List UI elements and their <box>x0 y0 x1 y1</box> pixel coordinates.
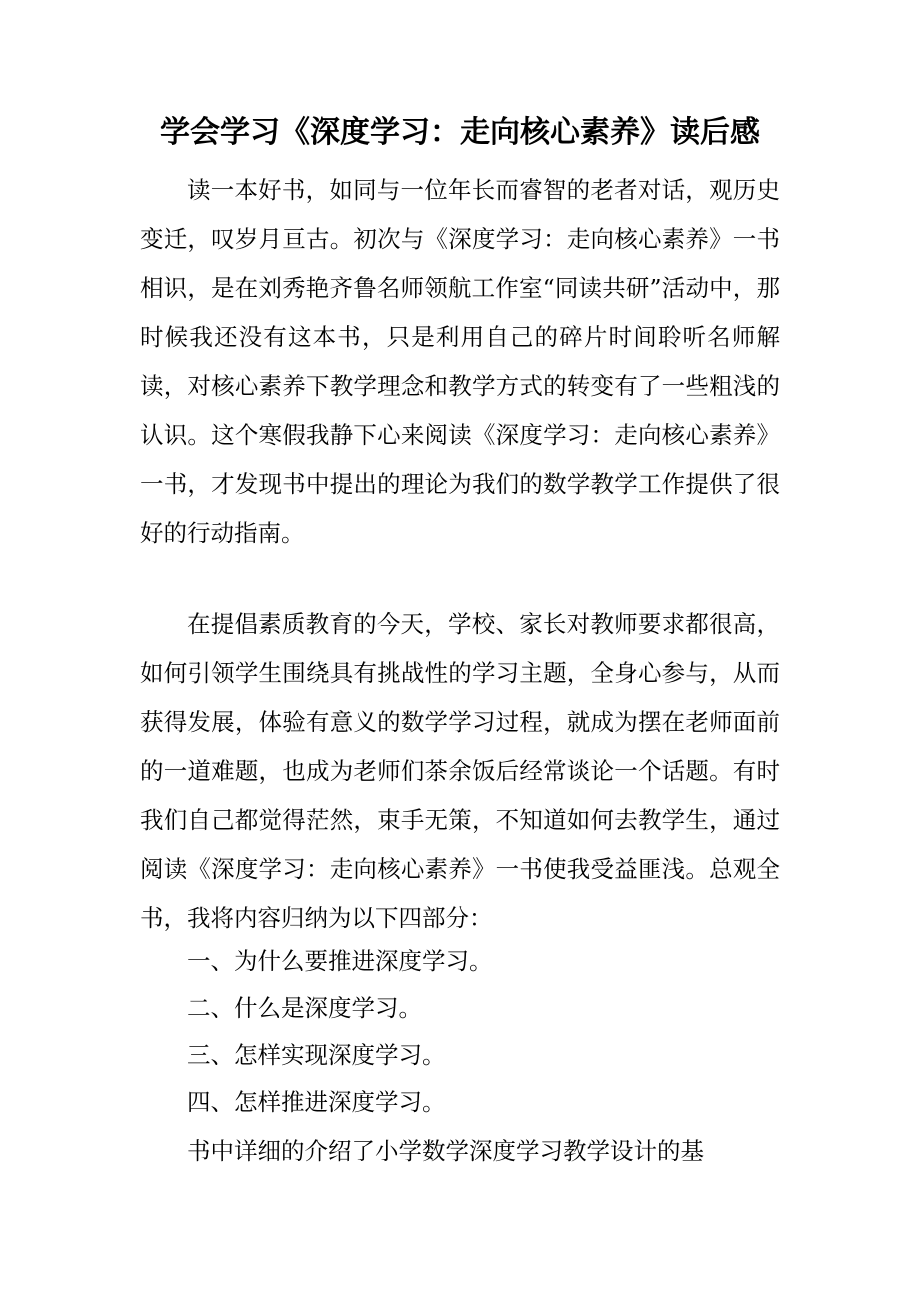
paragraph-continued: 书中详细的介绍了小学数学深度学习教学设计的基 <box>187 1137 704 1165</box>
list-item-4: 四、怎样推进深度学习。 <box>187 1088 446 1116</box>
list-item-3: 三、怎样实现深度学习。 <box>187 1041 446 1069</box>
list-item-1: 一、为什么要推进深度学习。 <box>187 947 493 975</box>
document-title: 学会学习《深度学习：走向核心素养》读后感 <box>160 115 760 150</box>
list-item-2: 二、什么是深度学习。 <box>187 994 422 1022</box>
paragraph-intro: 读一本好书，如同与一位年长而睿智的老者对话，观历史变迁，叹岁月亘古。初次与《深度学习：走向核心素养》一书相识，是在刘秀艳齐鲁名师领航工作室“同读共研”活动中，那时候我还没有这本书，只是利用自己的碎片时间聆听名师解读，对核心素养下教学理念和教学方式的转变有了一些粗浅的认识。这个寒假我静下心来阅读《深度学习：走向核心素养》一书，才发现书中提出的理论为我们的数学教学工作提供了很好的行动指南。 <box>140 176 780 547</box>
paragraph-education: 在提倡素质教育的今天，学校、家长对教师要求都很高，如何引领学生围绕具有挑战性的学习主题，全身心参与，从而获得发展，体验有意义的数学学习过程，就成为摆在老师面前的一道难题，也成为老师们茶余饭后经常谈论一个话题。有时我们自己都觉得茫然，束手无策，不知道如何去教学生，通过阅读《深度学习：走向核心素养》一书使我受益匪浅。总观全书，我将内容归纳为以下四部分： <box>140 610 780 932</box>
